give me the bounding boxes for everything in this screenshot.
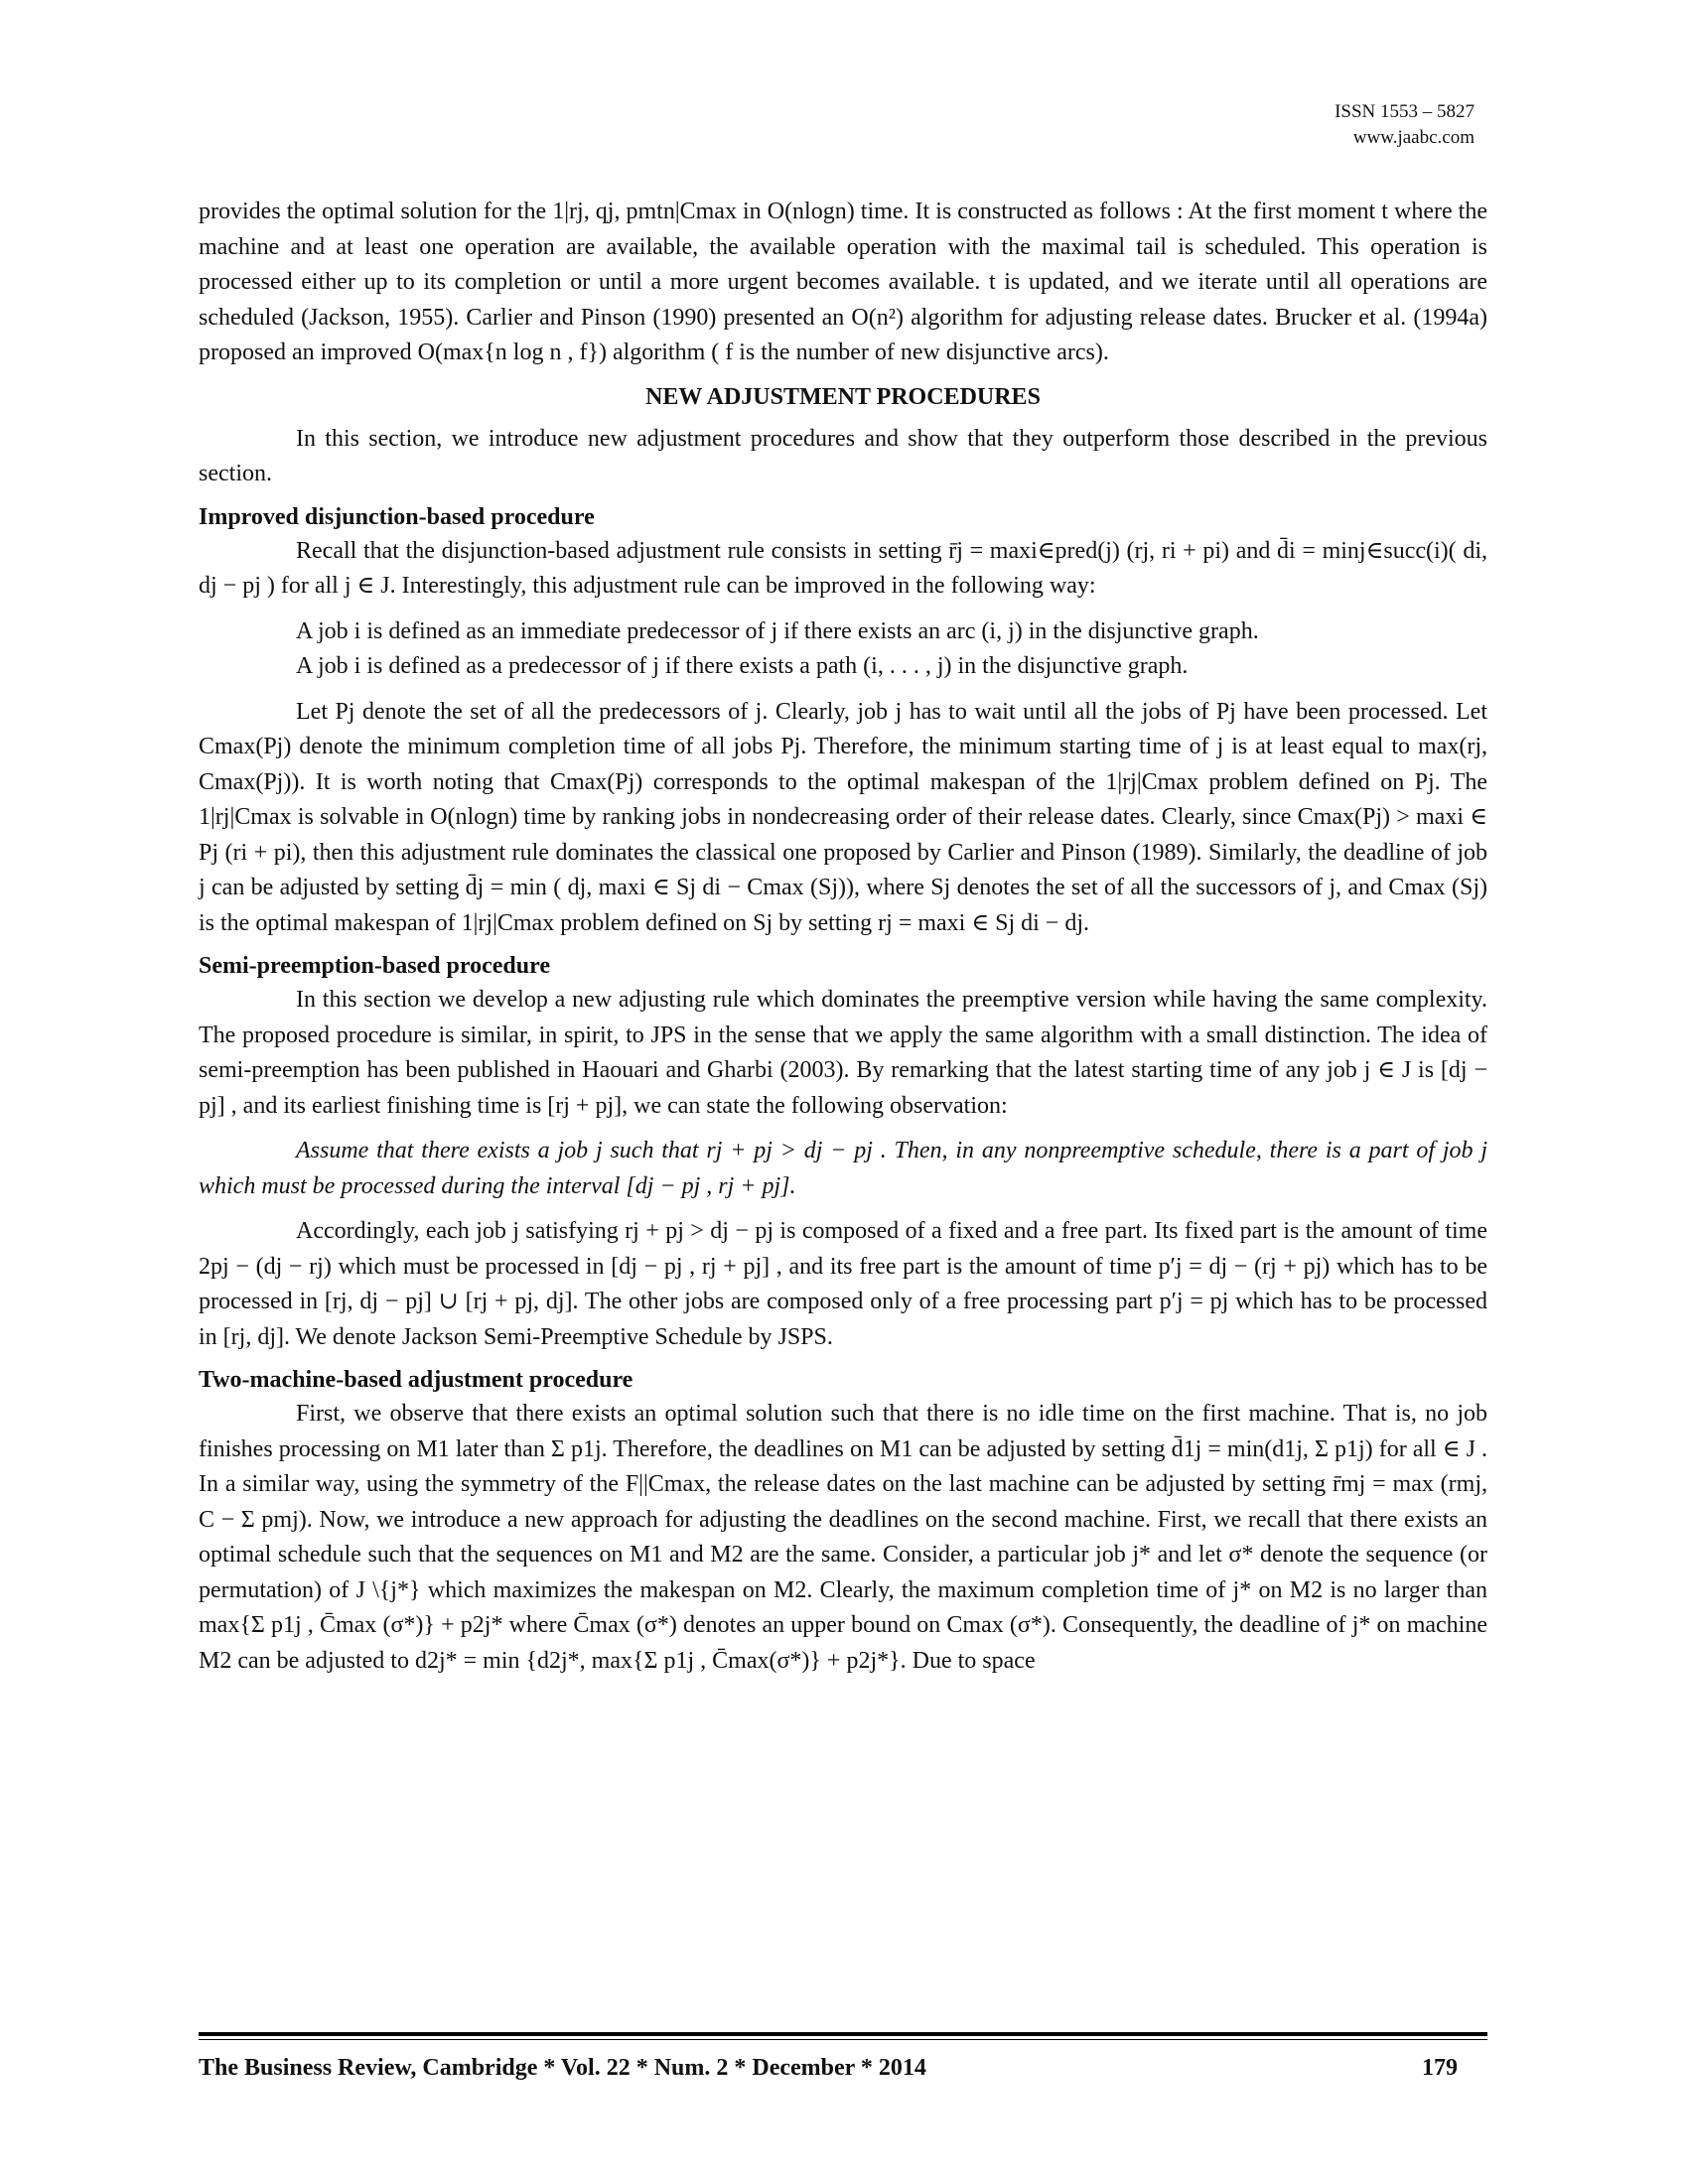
improved-paragraph-2: Let Pj denote the set of all the predecessors of j. Clearly, job j has to wait until all the jobs of Pj have been processed. Let Cmax(Pj) denote the minimum completion time of all jobs Pj. Therefore, the minimum starting time of j is at least equal to max(rj, Cmax(Pj)). It is worth noting that Cmax(Pj) corresponds to the optimal makespan of the 1|rj|Cmax problem defined on Pj. The 1|rj|Cmax is solvable in O(nlogn) time by ranking jobs in nondecreasing order of their release dates. Clearly, since Cmax(Pj) > maxi ∈ Pj (ri + pi), then this adjustment rule dominates the classical one proposed by Carlier and Pinson (1989). Similarly, the deadline of job j can be adjusted by setting d̄j = min ( dj, maxi ∈ Sj di − Cmax (Sj)), where Sj denotes the set of all the successors of j, and Cmax (Sj) is the optimal makespan of 1|rj|Cmax problem defined on Sj by setting rj = maxi ∈ Sj di − dj. — [199, 698, 1487, 936]
improved-paragraph-1: Recall that the disjunction-based adjustment rule consists in setting r̄j = maxi∈pred(j) (rj, ri + pi) and d̄i = minj∈succ(i)( di, dj − pj ) for all j ∈ J. Interestingly, this adjustment rule can be improved in the following way: — [199, 537, 1487, 599]
journal-citation: The Business Review, Cambridge * Vol. 22 * Num. 2 * December * 2014 — [199, 2055, 926, 2081]
observation-statement: Assume that there exists a job j such that rj + pj > dj − pj . Then, in any nonpreemptive schedule, there is a part of job j which must be processed during the interval [dj − pj , rj + pj]. — [199, 1138, 1487, 1199]
definitions-block — [199, 614, 1487, 685]
two-machine-heading: Two-machine-based adjustment procedure — [199, 1367, 633, 1393]
footer-rule-thin — [199, 2039, 1487, 2040]
article-body — [199, 195, 1487, 1679]
page-number: 179 — [1422, 2055, 1458, 2081]
section-intro: In this section, we introduce new adjustment procedures and show that they outperform those described in the previous section. — [199, 425, 1487, 486]
semi-preemption-heading: Semi-preemption-based procedure — [199, 953, 550, 979]
improved-heading: Improved disjunction-based procedure — [199, 503, 595, 530]
definition-immediate-predecessor: A job i is defined as an immediate predecessor of j if there exists an arc (i, j) in the disjunctive graph. — [296, 617, 1259, 644]
definition-predecessor: A job i is defined as a predecessor of j if there exists a path (i, . . . , j) in the disjunctive graph. — [296, 653, 1189, 679]
page-header — [1335, 99, 1475, 151]
section-title: NEW ADJUSTMENT PROCEDURES — [645, 383, 1041, 410]
footer-rule-thick — [199, 2032, 1487, 2036]
two-machine-paragraph: First, we observe that there exists an optimal solution such that there is no idle time on the first machine. That is, no job finishes processing on M1 later than Σ p1j. Therefore, the deadlines on M1 can be adjusted by setting d̄1j = min(d1j, Σ p1j) for all ∈ J . In a similar way, using the symmetry of the F||Cmax, the release dates on the last machine can be adjusted by setting r̄mj = max (rmj, C − Σ pmj). Now, we introduce a new approach for adjusting the deadlines on the second machine. First, we recall that there exists an optimal schedule such that the sequences on M1 and M2 are the same. Consider, a particular job j* and let σ* denote the sequence (or permutation) of J \{j*} which maximizes the makespan on M2. Clearly, the maximum completion time of j* on M2 is no larger than max{Σ p1j , C̄max (σ*)} + p2j* where C̄max (σ*) denotes an upper bound on Cmax (σ*). Consequently, the deadline of j* on machine M2 can be adjusted to d2j* = min {d2j*, max{Σ p1j , C̄max(σ*)} + p2j*}. Due to space — [199, 1401, 1487, 1674]
semi-preemption-paragraph-2: Accordingly, each job j satisfying rj + pj > dj − pj is composed of a fixed and a free part. Its fixed part is the amount of time 2pj − (dj − rj) which must be processed in [dj − pj , rj + pj] , and its free part is the amount of time p′j = dj − (rj + pj) which has to be processed in [rj, dj − pj] ∪ [rj + pj, dj]. The other jobs are composed only of a free processing part p′j = pj which has to be processed in [rj, dj]. We denote Jackson Semi-Preemptive Schedule by JSPS. — [199, 1218, 1487, 1350]
issn-label: ISSN 1553 – 5827 — [1335, 101, 1475, 122]
semi-preemption-paragraph-1: In this section we develop a new adjusting rule which dominates the preemptive version while having the same complexity. The proposed procedure is similar, in spirit, to JPS in the sense that we apply the same algorithm with a small distinction. The idea of semi-preemption has been published in Haouari and Gharbi (2003). By remarking that the latest starting time of any job j ∈ J is [dj − pj] , and its earliest finishing time is [rj + pj], we can state the following observation: — [199, 987, 1487, 1119]
intro-paragraph: provides the optimal solution for the 1|rj, qj, pmtn|Cmax in O(nlogn) time. It is constructed as follows : At the first moment t where the machine and at least one operation are available, the available operation with the maximal tail is scheduled. This operation is processed either up to its completion or until a more urgent becomes available. t is updated, and we iterate until all operations are scheduled (Jackson, 1955). Carlier and Pinson (1990) presented an O(n²) algorithm for adjusting release dates. Brucker et al. (1994a) proposed an improved O(max{n log n , f}) algorithm ( f is the number of new disjunctive arcs). — [199, 199, 1487, 365]
website-label: www.jaabc.com — [1352, 127, 1475, 148]
